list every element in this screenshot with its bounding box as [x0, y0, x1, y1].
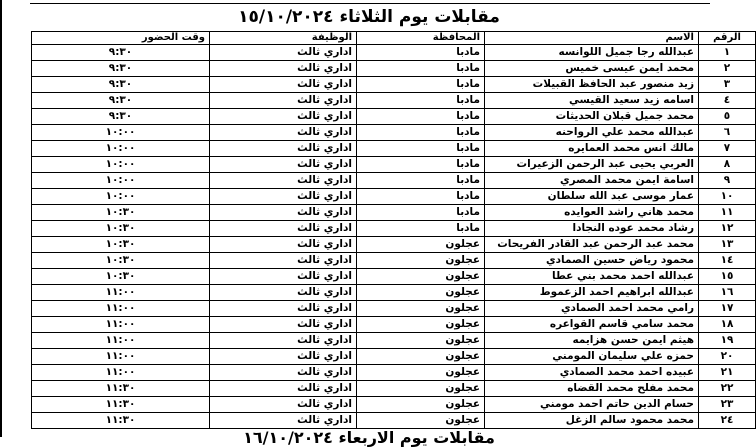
cell-name: رشاد محمد عوده النجادا [485, 221, 699, 237]
next-section-title: مقابلات يوم الاربعاء ١٦/١٠/٢٠٢٤ [243, 428, 495, 447]
table-row [32, 77, 756, 93]
cell-time: ١١:٣٠ [32, 413, 210, 429]
table-row [32, 381, 756, 397]
cell-governorate: مادبا [357, 93, 485, 109]
cell-name: عبيده احمد محمد الصمادي [485, 365, 699, 381]
cell-governorate: عجلون [357, 397, 485, 413]
cell-name: عبدالله ابراهيم احمد الزعموط [485, 285, 699, 301]
cell-number: ٤ [699, 93, 756, 109]
cell-number: ٢٤ [699, 413, 756, 429]
cell-job: اداري ثالث [210, 413, 357, 429]
cell-governorate: عجلون [357, 237, 485, 253]
cell-governorate: مادبا [357, 173, 485, 189]
header-number: الرقم [699, 32, 756, 45]
cell-number: ٢٢ [699, 381, 756, 397]
cell-name: محمد ايمن عيسى خميس [485, 61, 699, 77]
cell-number: ٥ [699, 109, 756, 125]
table-row [32, 333, 756, 349]
cell-job: اداري ثالث [210, 333, 357, 349]
table-row [32, 221, 756, 237]
cell-job: اداري ثالث [210, 381, 357, 397]
cell-governorate: عجلون [357, 317, 485, 333]
cell-job: اداري ثالث [210, 173, 357, 189]
cell-governorate: مادبا [357, 77, 485, 93]
cell-name: حمزه علي سليمان المومني [485, 349, 699, 365]
cell-number: ١٢ [699, 221, 756, 237]
table-row [32, 125, 756, 141]
cell-job: اداري ثالث [210, 349, 357, 365]
cell-name: محمد سامي قاسم القواعره [485, 317, 699, 333]
cell-number: ١٩ [699, 333, 756, 349]
table-header-row [32, 32, 756, 45]
cell-governorate: عجلون [357, 365, 485, 381]
cell-number: ٩ [699, 173, 756, 189]
cell-number: ٢١ [699, 365, 756, 381]
cell-name: عبدالله رجا جميل اللوانسه [485, 45, 699, 61]
cell-time: ١٠:٣٠ [32, 269, 210, 285]
cell-name: عبدالله محمد علي الرواحنه [485, 125, 699, 141]
table-row [32, 237, 756, 253]
cell-governorate: مادبا [357, 61, 485, 77]
cell-number: ١١ [699, 205, 756, 221]
cell-number: ٦ [699, 125, 756, 141]
cell-name: محمد عبد الرحمن عبد القادر الفريحات [485, 237, 699, 253]
cell-time: ٩:٣٠ [32, 45, 210, 61]
cell-time: ١٠:٣٠ [32, 221, 210, 237]
cell-number: ١٥ [699, 269, 756, 285]
table-row [32, 93, 756, 109]
cell-governorate: عجلون [357, 285, 485, 301]
cell-name: محمد هاني راشد العوايده [485, 205, 699, 221]
cell-governorate: مادبا [357, 189, 485, 205]
header-time: وقت الحضور [32, 32, 210, 45]
cell-time: ١٠:٠٠ [32, 157, 210, 173]
table-row [32, 253, 756, 269]
cell-time: ١٠:٠٠ [32, 125, 210, 141]
cell-time: ١٠:٣٠ [32, 237, 210, 253]
table-body [32, 45, 756, 429]
cell-time: ١٠:٣٠ [32, 205, 210, 221]
cell-governorate: مادبا [357, 109, 485, 125]
cell-governorate: عجلون [357, 381, 485, 397]
cell-job: اداري ثالث [210, 189, 357, 205]
cell-name: اسامة ايمن محمد المصري [485, 173, 699, 189]
cell-number: ١٠ [699, 189, 756, 205]
cell-job: اداري ثالث [210, 253, 357, 269]
table-row [32, 413, 756, 429]
cell-time: ١١:٠٠ [32, 333, 210, 349]
cell-job: اداري ثالث [210, 221, 357, 237]
cell-job: اداري ثالث [210, 93, 357, 109]
cell-governorate: مادبا [357, 141, 485, 157]
cell-governorate: مادبا [357, 205, 485, 221]
cell-job: اداري ثالث [210, 317, 357, 333]
table-row [32, 269, 756, 285]
cell-job: اداري ثالث [210, 61, 357, 77]
table-row [32, 349, 756, 365]
cell-name: رامي محمد احمد الصمادي [485, 301, 699, 317]
cell-time: ١١:٣٠ [32, 397, 210, 413]
cell-time: ٩:٣٠ [32, 61, 210, 77]
cell-job: اداري ثالث [210, 285, 357, 301]
cell-time: ١٠:٠٠ [32, 173, 210, 189]
cell-job: اداري ثالث [210, 125, 357, 141]
previous-table-bottom-rule [30, 0, 710, 4]
table-row [32, 141, 756, 157]
cell-governorate: مادبا [357, 125, 485, 141]
table-row [32, 109, 756, 125]
cell-number: ٣ [699, 77, 756, 93]
table-row [32, 189, 756, 205]
cell-governorate: عجلون [357, 269, 485, 285]
table-row [32, 173, 756, 189]
header-name: الاسم [485, 32, 699, 45]
cell-governorate: مادبا [357, 157, 485, 173]
cell-job: اداري ثالث [210, 45, 357, 61]
cell-job: اداري ثالث [210, 205, 357, 221]
interview-table [31, 31, 756, 429]
cell-name: محمد جميل قبلان الحديثات [485, 109, 699, 125]
cell-name: محمود رياض حسين الصمادي [485, 253, 699, 269]
table-row [32, 157, 756, 173]
cell-job: اداري ثالث [210, 365, 357, 381]
cell-time: ٩:٣٠ [32, 77, 210, 93]
cell-name: العربي يحيى عبد الرحمن الزعيرات [485, 157, 699, 173]
cell-time: ١١:٠٠ [32, 365, 210, 381]
cell-time: ١٠:٠٠ [32, 189, 210, 205]
cell-name: حسام الدين حاتم احمد مومني [485, 397, 699, 413]
cell-name: اسامه زيد سعيد القيسي [485, 93, 699, 109]
cell-governorate: مادبا [357, 45, 485, 61]
cell-job: اداري ثالث [210, 157, 357, 173]
cell-governorate: مادبا [357, 221, 485, 237]
cell-time: ١١:٠٠ [32, 285, 210, 301]
cell-name: محمد محمود سالم الزغل [485, 413, 699, 429]
cell-time: ١١:٣٠ [32, 381, 210, 397]
table-row [32, 365, 756, 381]
cell-job: اداري ثالث [210, 77, 357, 93]
cell-number: ٢٠ [699, 349, 756, 365]
table-row [32, 61, 756, 77]
page-edge-rule [0, 0, 2, 437]
cell-name: هيثم ايمن حسن هزايمه [485, 333, 699, 349]
cell-number: ١٤ [699, 253, 756, 269]
cell-number: ٢ [699, 61, 756, 77]
cell-time: ١٠:٠٠ [32, 141, 210, 157]
table-row [32, 205, 756, 221]
table-row [32, 317, 756, 333]
cell-job: اداري ثالث [210, 397, 357, 413]
cell-time: ٩:٣٠ [32, 109, 210, 125]
cell-time: ١٠:٣٠ [32, 253, 210, 269]
table-row [32, 285, 756, 301]
table-row [32, 397, 756, 413]
cell-number: ١٧ [699, 301, 756, 317]
cell-time: ١١:٠٠ [32, 301, 210, 317]
cell-number: ١٨ [699, 317, 756, 333]
page-title: مقابلات يوم الثلاثاء ١٥/١٠/٢٠٢٤ [238, 7, 500, 27]
cell-job: اداري ثالث [210, 301, 357, 317]
header-governorate: المحافظة [357, 32, 485, 45]
cell-name: عمار موسى عبد الله سلطان [485, 189, 699, 205]
cell-number: ١٦ [699, 285, 756, 301]
cell-job: اداري ثالث [210, 237, 357, 253]
table-row [32, 45, 756, 61]
cell-governorate: عجلون [357, 413, 485, 429]
cell-name: مالك انس محمد العمايره [485, 141, 699, 157]
cell-number: ١ [699, 45, 756, 61]
cell-name: محمد مفلح محمد القضاه [485, 381, 699, 397]
cell-name: عبدالله احمد محمد بني عطا [485, 269, 699, 285]
cell-time: ١١:٠٠ [32, 349, 210, 365]
cell-number: ٧ [699, 141, 756, 157]
cell-job: اداري ثالث [210, 109, 357, 125]
cell-governorate: عجلون [357, 253, 485, 269]
cell-governorate: عجلون [357, 349, 485, 365]
cell-job: اداري ثالث [210, 141, 357, 157]
cell-job: اداري ثالث [210, 269, 357, 285]
cell-governorate: عجلون [357, 301, 485, 317]
table-row [32, 301, 756, 317]
cell-governorate: عجلون [357, 333, 485, 349]
cell-time: ٩:٣٠ [32, 93, 210, 109]
cell-number: ٢٣ [699, 397, 756, 413]
cell-number: ٨ [699, 157, 756, 173]
cell-name: زيد منصور عبد الحافظ القبيلات [485, 77, 699, 93]
header-job: الوظيفة [210, 32, 357, 45]
cell-time: ١١:٠٠ [32, 317, 210, 333]
cell-number: ١٣ [699, 237, 756, 253]
